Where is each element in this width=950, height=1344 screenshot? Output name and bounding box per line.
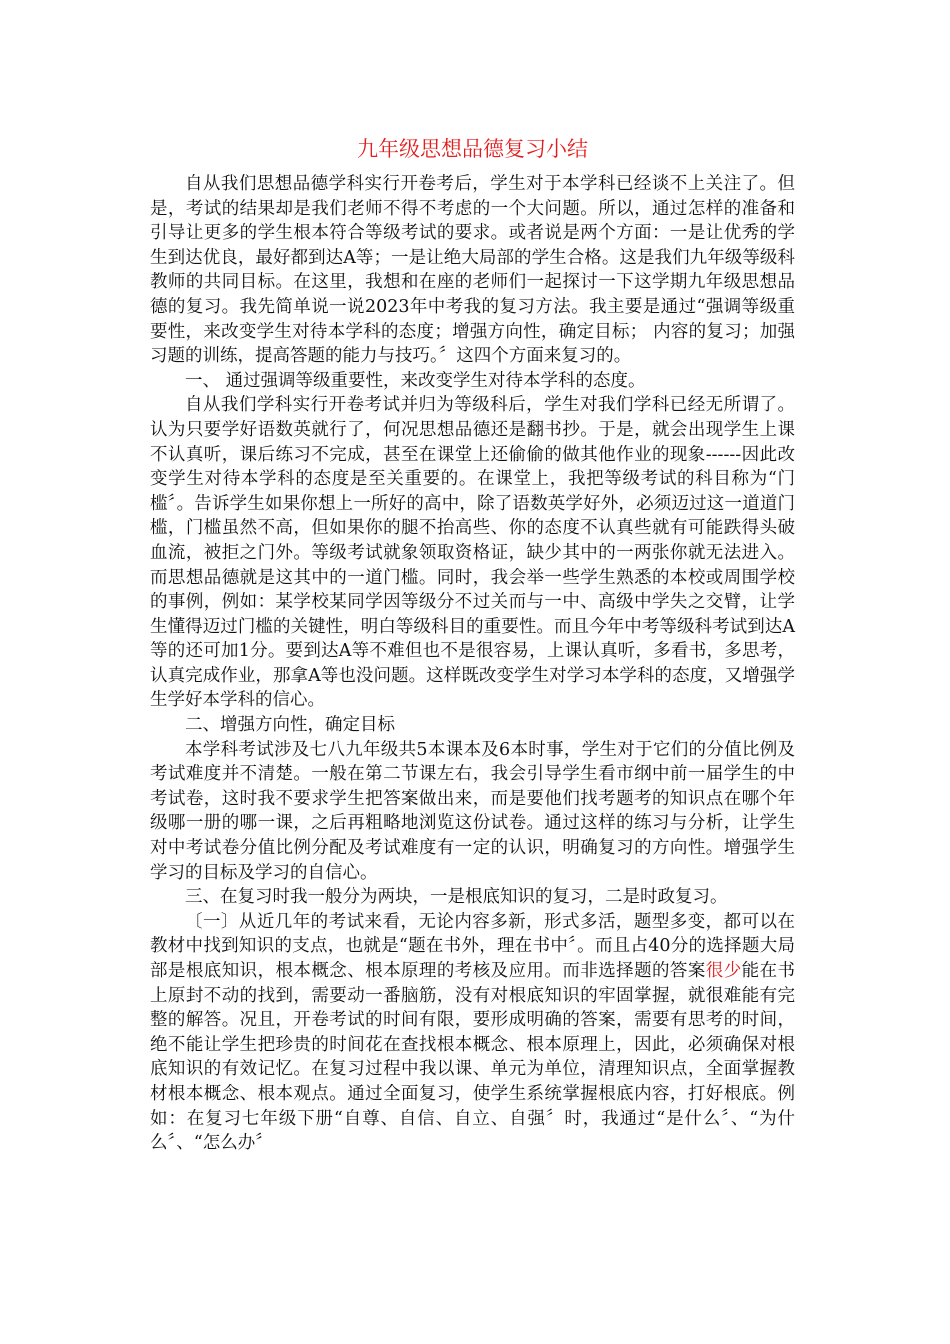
section-heading-3: 三、在复习时我一般分为两块，一是根底知识的复习，二是时政复习。 [185, 887, 728, 908]
section-heading-2: 二、增强方向性，确定目标 [185, 715, 395, 736]
document-page [150, 134, 795, 1156]
document-title: 九年级思想品德复习小结 [357, 137, 588, 161]
paragraph-intro: 自从我们思想品德学科实行开卷考后，学生对于本学科已经谈不上关注了。但是，考试的结果却是我们老师不得不考虑的一个大问题。所以，通过怎样的准备和引导让更多的学生根本符合等级考试的要求。或者说是两个方面：一是让优秀的学生到达优良，最好都到达A等；一是让绝大局部的学生合格。这是我们九年级等级科教师的共同目标。在这里，我想和在座的老师们一起探讨一下这学期九年级思想品德的复习。我先简单说一说2023年中考我的复习方法。我主要是通过“强调等级重要性，来改变学生对待本学科的态度；增强方向性，确定目标； 内容的复习；加强习题的训练，提高答题的能力与技巧。〞这四个方面来复习的。 [150, 174, 795, 367]
paragraph-text-before-highlight: 〔一〕从近几年的考试来看，无论内容多新，形式多活，题型多变，都可以在教材中找到知识的支点，也就是“题在书外，理在书中〞。而且占40分的选择题大局部是根底知识，根本概念、根本原理的考核及应用。而非选择题的答案 [150, 911, 795, 981]
paragraph-section-1: 自从我们学科实行开卷考试并归为等级科后，学生对我们学科已经无所谓了。认为只要学好语数英就行了，何况思想品德还是翻书抄。于是，就会出现学生上课不认真听，课后练习不完成，甚至在课堂上还偷偷的做其他作业的现象------因此改变学生对待本学科的态度是至关重要的。在课堂上，我把等级考试的科目称为“门槛〞。告诉学生如果你想上一所好的高中，除了语数英学好外，必须迈过这一道道门槛，门槛虽然不高，但如果你的腿不抬高些、你的态度不认真些就有可能跌得头破血流，被拒之门外。等级考试就象领取资格证，缺少其中的一两张你就无法进入。而思想品德就是这其中的一道门槛。同时，我会举一些学生熟悉的本校或周围学校的事例，例如：某学校某同学因等级分不过关而与一中、高级中学失之交臂，让学生懂得迈过门槛的关键性，明白等级科目的重要性。而且今年中考等级科考试到达A等的还可加1分。要到达A等不难但也不是很容易，上课认真听，多看书，多思考，认真完成作业，那拿A等也没问题。这样既改变学生对学习本学科的态度，又增强学生学好本学科的信心。 [150, 395, 795, 711]
paragraph-section-2: 本学科考试涉及七八九年级共5本课本及6本时事，学生对于它们的分值比例及考试难度并不清楚。一般在第二节课左右，我会引导学生看市纲中前一届学生的中考试卷，这时我不要求学生把答案做出来，而是要他们找考题考的知识点在哪个年级哪一册的哪一课，之后再粗略地浏览这份试卷。通过这样的练习与分析，让学生对中考试卷分值比例分配及考试难度有一定的认识，明确复习的方向性。增强学生学习的目标及学习的自信心。 [150, 739, 795, 883]
highlighted-text: 很少 [705, 961, 742, 981]
section-heading-1: 一、 通过强调等级重要性，来改变学生对待本学科的态度。 [185, 370, 646, 391]
paragraph-text-after-highlight: 能在书上原封不动的找到，需要动一番脑筋，没有对根底知识的牢固掌握，就很难能有完整的解答。况且，开卷考试的时间有限，要形成明确的答案，需要有思考的时间，绝不能让学生把珍贵的时间花在查找根本概念、根本原理上，因此，必须确保对根底知识的有效记忆。在复习过程中我以课、单元为单位，清理知识点，全面掌握教材根本概念、根本观点。通过全面复习，使学生系统掌握根底内容，打好根底。例如：在复习七年级下册“自尊、自信、自立、自强〞时，我通过“是什么〞、“为什么〞、“怎么办〞 [150, 961, 796, 1154]
paragraph-subsection-1 [150, 910, 795, 1156]
